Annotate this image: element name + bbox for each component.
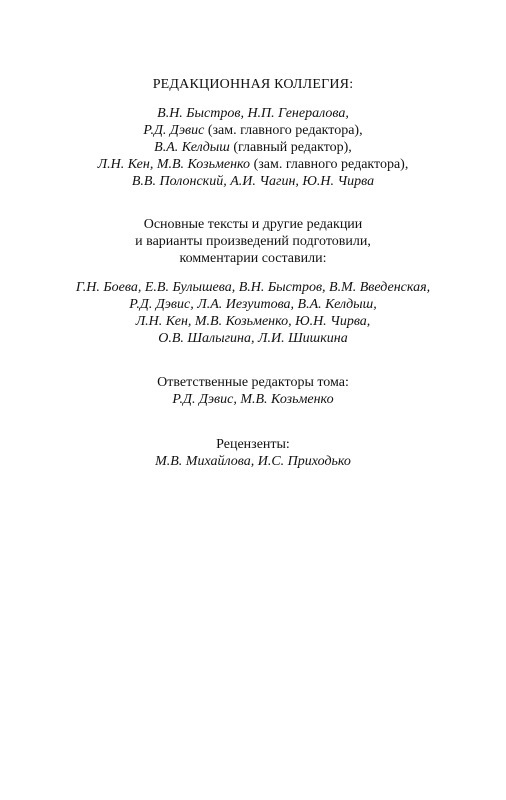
member-names: Л.Н. Кен, М.В. Козьменко: [97, 157, 251, 172]
reviewers-heading: Рецензенты:: [216, 437, 290, 452]
compilers-heading-line: Основные тексты и другие редакции: [143, 217, 363, 232]
editorial-board-line: [0, 122, 506, 139]
editorial-board-line: [0, 173, 506, 190]
editorial-board-line: [0, 139, 506, 156]
compilers-heading-line: комментарии составили:: [179, 251, 327, 266]
compilers-names-line: Л.Н. Кен, М.В. Козьменко, Ю.Н. Чирва,: [135, 314, 371, 329]
compilers-names-line: Р.Д. Дэвис, Л.А. Иезуитова, В.А. Келдыш,: [129, 297, 377, 312]
editorial-board-heading: РЕДАКЦИОННАЯ КОЛЛЕГИЯ:: [152, 77, 354, 92]
editorial-board-line: [0, 105, 506, 122]
member-role: (зам. главного редактора),: [204, 123, 363, 138]
member-role: (главный редактор),: [229, 140, 352, 155]
editorial-board-section: [0, 76, 506, 190]
compilers-section: [0, 216, 506, 347]
compilers-names-line: О.В. Шалыгина, Л.И. Шишкина: [158, 331, 348, 346]
compilers-names-line: Г.Н. Боева, Е.В. Булышева, В.Н. Быстров, В.М. Введенская,: [75, 280, 431, 295]
compilers-heading-line: и варианты произведений подготовили,: [135, 234, 371, 249]
member-names: В.В. Полонский, А.И. Чагин, Ю.Н. Чирва: [131, 174, 375, 189]
editorial-board-members: [0, 105, 506, 190]
reviewers-names: М.В. Михайлова, И.С. Приходько: [155, 454, 351, 469]
member-role: (зам. главного редактора),: [250, 157, 409, 172]
member-names: Р.Д. Дэвис: [143, 123, 205, 138]
editorial-board-line: [0, 156, 506, 173]
volume-editors-names: Р.Д. Дэвис, М.В. Козьменко: [172, 392, 334, 407]
volume-editors-section: [0, 374, 506, 408]
member-names: В.А. Келдыш: [154, 140, 230, 155]
member-names: В.Н. Быстров, Н.П. Генералова,: [157, 106, 349, 121]
volume-editors-heading: Ответственные редакторы тома:: [157, 375, 349, 390]
reviewers-section: [0, 436, 506, 470]
